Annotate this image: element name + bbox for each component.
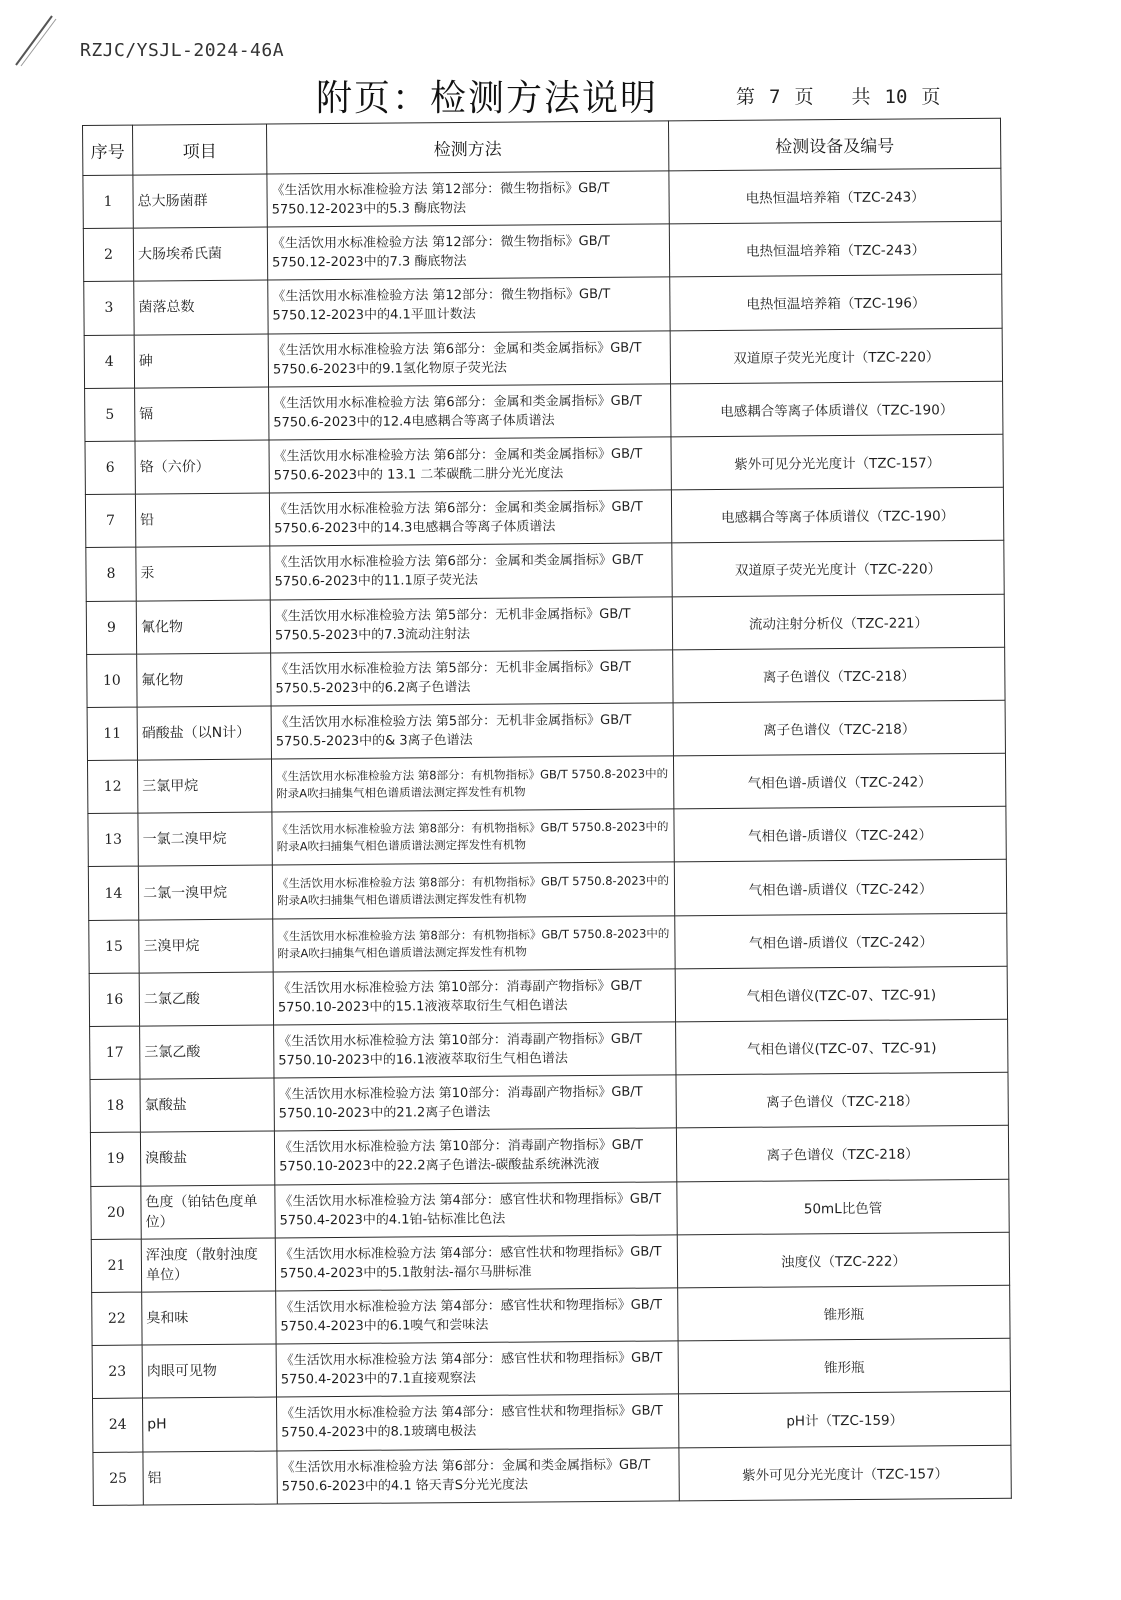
table-row [89, 913, 1007, 973]
row-equipment: 气相色谱-质谱仪（TZC-242） [674, 860, 1006, 916]
row-item: 镉 [135, 387, 269, 441]
row-number: 16 [89, 973, 139, 1027]
page-counter [736, 82, 940, 109]
row-method: 《生活饮用水标准检验方法 第6部分：金属和类金属指标》GB/T 5750.6-2023中的12.4电感耦合等离子体质谱法 [269, 384, 671, 440]
table-row [86, 541, 1004, 601]
row-item: 二氯一溴甲烷 [138, 865, 272, 919]
row-equipment: 离子色谱仪（TZC-218） [673, 700, 1005, 756]
row-number: 15 [89, 920, 139, 974]
page-number: 7 [769, 86, 781, 108]
row-method: 《生活饮用水标准检验方法 第4部分：感官性状和物理指标》GB/T 5750.4-2023中的4.1铂-钴标准比色法 [275, 1181, 677, 1237]
total-label-suffix: 页 [921, 86, 941, 108]
total-pages: 10 [884, 86, 908, 108]
table-row [85, 381, 1003, 441]
row-method: 《生活饮用水标准检验方法 第6部分：金属和类金属指标》GB/T 5750.6-2023中的9.1氢化物原子荧光法 [268, 330, 670, 386]
row-method: 《生活饮用水标准检验方法 第6部分：金属和类金属指标》GB/T 5750.6-2023中的14.3电感耦合等离子体质谱法 [269, 490, 671, 546]
row-equipment: 电热恒温培养箱（TZC-243） [669, 221, 1001, 277]
row-item: 肉眼可见物 [142, 1344, 276, 1398]
page-label-suffix: 页 [794, 86, 814, 108]
row-equipment: 离子色谱仪（TZC-218） [673, 647, 1005, 703]
column-header-item: 项目 [133, 124, 267, 175]
row-equipment: 浊度仪（TZC-222） [677, 1232, 1009, 1288]
row-method: 《生活饮用水标准检验方法 第4部分：感官性状和物理指标》GB/T 5750.4-2023中的6.1嗅气和尝味法 [276, 1288, 678, 1344]
row-equipment: 锥形瓶 [678, 1338, 1010, 1394]
row-number: 10 [87, 654, 137, 708]
table-row [90, 1126, 1008, 1186]
row-equipment: 电感耦合等离子体质谱仪（TZC-190） [671, 487, 1003, 543]
row-method: 《生活饮用水标准检验方法 第6部分：金属和类金属指标》GB/T 5750.6-2023中的11.1原子荧光法 [270, 543, 672, 599]
row-method: 《生活饮用水标准检验方法 第12部分：微生物指标》GB/T 5750.12-2023中的7.3 酶底物法 [267, 224, 669, 280]
row-method: 《生活饮用水标准检验方法 第5部分：无机非金属指标》GB/T 5750.5-2023中的& 3离子色谱法 [271, 703, 673, 759]
row-item: 一氯二溴甲烷 [138, 812, 272, 866]
table-row [87, 647, 1005, 707]
row-number: 4 [84, 335, 134, 389]
table-header-row [83, 118, 1001, 175]
row-equipment: 气相色谱仪(TZC-07、TZC-91) [676, 1019, 1008, 1075]
table-row [88, 860, 1006, 920]
row-number: 5 [85, 388, 135, 442]
row-item: pH [143, 1397, 277, 1451]
column-header-method: 检测方法 [266, 121, 668, 174]
row-item: 氟化物 [137, 653, 271, 707]
row-item: 菌落总数 [134, 280, 268, 334]
row-method: 《生活饮用水标准检验方法 第6部分：金属和类金属指标》GB/T 5750.6-2023中的4.1 铬天青S分光光度法 [277, 1447, 679, 1503]
scan-slash-mark [8, 10, 68, 70]
row-item: 三溴甲烷 [139, 919, 273, 973]
row-equipment: 双道原子荧光光度计（TZC-220） [672, 541, 1004, 597]
row-equipment: 流动注射分析仪（TZC-221） [672, 594, 1004, 650]
row-method: 《生活饮用水标准检验方法 第8部分：有机物指标》GB/T 5750.8-2023中的附录A吹扫捕集气相色谱质谱法测定挥发性有机物 [271, 756, 673, 812]
row-equipment: 气相色谱-质谱仪（TZC-242） [673, 753, 1005, 809]
total-label-prefix: 共 [851, 86, 871, 108]
row-number: 21 [91, 1239, 141, 1293]
row-method: 《生活饮用水标准检验方法 第12部分：微生物指标》GB/T 5750.12-2023中的4.1平皿计数法 [268, 277, 670, 333]
row-equipment: 双道原子荧光光度计（TZC-220） [670, 328, 1002, 384]
row-method: 《生活饮用水标准检验方法 第8部分：有机物指标》GB/T 5750.8-2023中的附录A吹扫捕集气相色谱质谱法测定挥发性有机物 [273, 915, 675, 971]
row-number: 14 [88, 867, 138, 921]
row-method: 《生活饮用水标准检验方法 第10部分：消毒副产物指标》GB/T 5750.10-2023中的22.2离子色谱法-碳酸盐系统淋洗液 [274, 1128, 676, 1184]
table-row [92, 1338, 1010, 1398]
row-equipment: 电热恒温培养箱（TZC-196） [670, 275, 1002, 331]
row-number: 23 [92, 1345, 142, 1399]
row-item: 铝 [143, 1451, 277, 1505]
row-item: 臭和味 [142, 1291, 276, 1345]
table-row [91, 1232, 1009, 1292]
row-method: 《生活饮用水标准检验方法 第8部分：有机物指标》GB/T 5750.8-2023中的附录A吹扫捕集气相色谱质谱法测定挥发性有机物 [272, 809, 674, 865]
row-number: 6 [85, 441, 135, 495]
row-method: 《生活饮用水标准检验方法 第4部分：感官性状和物理指标》GB/T 5750.4-2023中的7.1直接观察法 [276, 1341, 678, 1397]
row-method: 《生活饮用水标准检验方法 第5部分：无机非金属指标》GB/T 5750.5-2023中的7.3流动注射法 [270, 596, 672, 652]
row-number: 13 [88, 813, 138, 867]
row-number: 25 [93, 1452, 143, 1506]
row-number: 8 [86, 547, 136, 601]
table-body [83, 168, 1011, 1505]
row-number: 2 [83, 228, 133, 282]
row-equipment: pH计（TZC-159） [678, 1392, 1010, 1448]
table-row [90, 1019, 1008, 1079]
table-row [88, 807, 1006, 867]
row-item: 氯酸盐 [140, 1078, 274, 1132]
table-row [93, 1445, 1011, 1505]
table-row [92, 1285, 1010, 1345]
row-number: 19 [90, 1132, 140, 1186]
table-row [86, 594, 1004, 654]
row-item: 铬（六价） [135, 440, 269, 494]
row-item: 总大肠菌群 [133, 174, 267, 228]
row-method: 《生活饮用水标准检验方法 第10部分：消毒副产物指标》GB/T 5750.10-2023中的15.1液液萃取衍生气相色谱法 [273, 969, 675, 1025]
row-item: 汞 [136, 546, 270, 600]
table-row [93, 1392, 1011, 1452]
row-equipment: 气相色谱-质谱仪（TZC-242） [675, 913, 1007, 969]
row-item: 三氯甲烷 [137, 759, 271, 813]
row-item: 二氯乙酸 [139, 972, 273, 1026]
row-item: 三氯乙酸 [140, 1025, 274, 1079]
row-number: 9 [86, 601, 136, 655]
row-method: 《生活饮用水标准检验方法 第6部分：金属和类金属指标》GB/T 5750.6-2023中的 13.1 二苯碳酰二肼分光光度法 [269, 437, 671, 493]
table-row [87, 700, 1005, 760]
row-equipment: 电热恒温培养箱（TZC-243） [669, 168, 1001, 224]
row-item: 溴酸盐 [140, 1131, 274, 1185]
row-number: 3 [84, 281, 134, 335]
table-row [85, 487, 1003, 547]
row-equipment: 离子色谱仪（TZC-218） [676, 1072, 1008, 1128]
document-number: RZJC/YSJL-2024-46A [80, 40, 285, 61]
row-number: 12 [87, 760, 137, 814]
row-item: 硝酸盐（以N计） [137, 706, 271, 760]
column-header-equipment: 检测设备及编号 [668, 118, 1000, 171]
row-equipment: 电感耦合等离子体质谱仪（TZC-190） [671, 381, 1003, 437]
row-number: 20 [91, 1186, 141, 1240]
page-label-prefix: 第 [736, 86, 756, 108]
row-method: 《生活饮用水标准检验方法 第10部分：消毒副产物指标》GB/T 5750.10-2023中的16.1液液萃取衍生气相色谱法 [274, 1022, 676, 1078]
row-number: 17 [90, 1026, 140, 1080]
row-item: 铅 [135, 493, 269, 547]
row-method: 《生活饮用水标准检验方法 第8部分：有机物指标》GB/T 5750.8-2023中的附录A吹扫捕集气相色谱质谱法测定挥发性有机物 [272, 862, 674, 918]
row-method: 《生活饮用水标准检验方法 第4部分：感官性状和物理指标》GB/T 5750.4-2023中的8.1玻璃电极法 [276, 1394, 678, 1450]
row-item: 砷 [134, 334, 268, 388]
row-number: 1 [83, 175, 133, 229]
table-row [83, 221, 1001, 281]
table-row [87, 753, 1005, 813]
table-row [83, 168, 1001, 228]
row-item: 氰化物 [136, 600, 270, 654]
row-item: 色度（铂钴色度单位） [141, 1185, 275, 1239]
row-equipment: 紫外可见分光光度计（TZC-157） [679, 1445, 1011, 1501]
row-number: 22 [92, 1292, 142, 1346]
row-method: 《生活饮用水标准检验方法 第12部分：微生物指标》GB/T 5750.12-2023中的5.3 酶底物法 [267, 171, 669, 227]
row-item: 大肠埃希氏菌 [133, 227, 267, 281]
table-row [91, 1179, 1009, 1239]
table-row [85, 434, 1003, 494]
row-number: 11 [87, 707, 137, 761]
row-equipment: 离子色谱仪（TZC-218） [676, 1126, 1008, 1182]
column-header-seq: 序号 [83, 125, 133, 175]
row-method: 《生活饮用水标准检验方法 第10部分：消毒副产物指标》GB/T 5750.10-2023中的21.2离子色谱法 [274, 1075, 676, 1131]
row-method: 《生活饮用水标准检验方法 第5部分：无机非金属指标》GB/T 5750.5-2023中的6.2离子色谱法 [271, 650, 673, 706]
table-row [84, 275, 1002, 335]
row-equipment: 紫外可见分光光度计（TZC-157） [671, 434, 1003, 490]
row-number: 18 [90, 1079, 140, 1133]
table-row [90, 1072, 1008, 1132]
table-row [84, 328, 1002, 388]
row-number: 7 [85, 494, 135, 548]
table-row [89, 966, 1007, 1026]
row-number: 24 [93, 1398, 143, 1452]
row-item: 浑浊度（散射浊度单位） [141, 1238, 275, 1292]
row-method: 《生活饮用水标准检验方法 第4部分：感官性状和物理指标》GB/T 5750.4-2023中的5.1散射法-福尔马肼标准 [275, 1235, 677, 1291]
row-equipment: 锥形瓶 [678, 1285, 1010, 1341]
row-equipment: 50mL比色管 [677, 1179, 1009, 1235]
row-equipment: 气相色谱仪(TZC-07、TZC-91) [675, 966, 1007, 1022]
page-title: 附页：检测方法说明 [316, 78, 659, 119]
row-equipment: 气相色谱-质谱仪（TZC-242） [674, 807, 1006, 863]
methods-table [82, 118, 1012, 1506]
